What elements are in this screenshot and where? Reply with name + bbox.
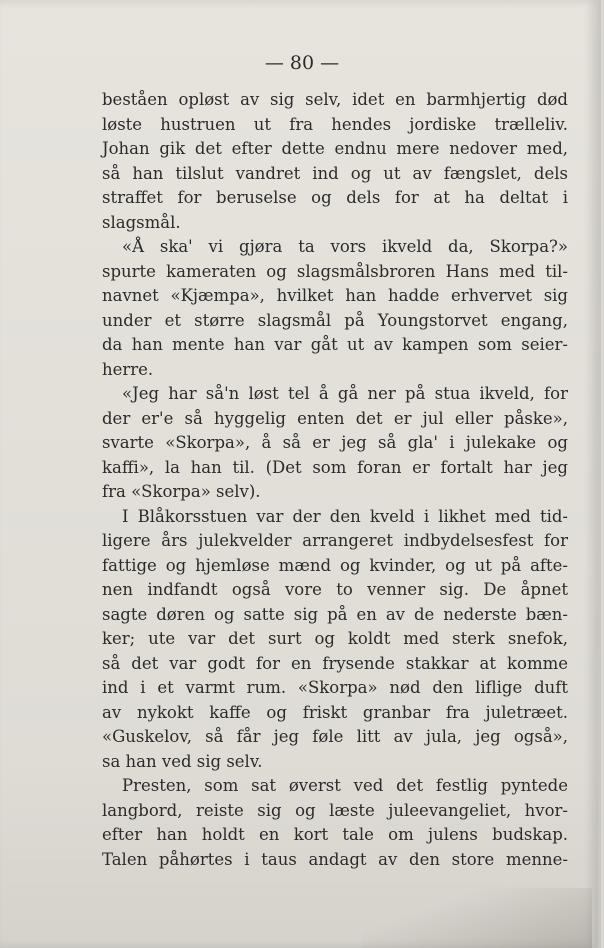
text-line: langbord, reiste sig og læste juleevangeliet, hvor- xyxy=(102,800,568,820)
text-line: der er'e så hyggelig enten det er jul eller påske», xyxy=(102,408,568,428)
text-line: under et større slagsmål på Youngstorvet engang, xyxy=(102,310,568,330)
text-line: Talen påhørtes i taus andagt av den store menne- xyxy=(102,849,568,869)
text-line: så han tilslut vandret ind og ut av fængslet, dels xyxy=(102,163,568,183)
text-line: sa han ved sig selv. xyxy=(102,751,263,771)
text-line: efter han holdt en kort tale om julens budskap. xyxy=(102,825,568,844)
text-line: «Å ska' vi gjøra ta vors ikveld da, Skorpa?» xyxy=(122,237,568,256)
text-line: av nykokt kaffe og friskt granbar fra juletræet. xyxy=(102,702,568,722)
text-line: «Jeg har så'n løst tel å gå ner på stua ikveld, for xyxy=(122,384,568,403)
text-line: kaffi», la han til. (Det som foran er fortalt har jeg xyxy=(102,457,568,477)
text-line: straffet for beruselse og dels for at ha deltat i xyxy=(102,188,568,207)
text-line: Johan gik det efter dette endnu mere nedover med, xyxy=(102,139,568,158)
page-fold-shadow xyxy=(362,888,592,948)
text-line: nen indfandt også vore to venner sig. De åpnet xyxy=(102,580,568,599)
text-line: beståen opløst av sig selv, idet en barmhjertig død xyxy=(102,90,568,109)
text-line: navnet «Kjæmpa», hvilket han hadde erhvervet sig xyxy=(102,286,568,305)
text-line: spurte kameraten og slagsmålsbroren Hans med til- xyxy=(102,261,568,281)
text-line: løste hustruen ut fra hendes jordiske trælleliv. xyxy=(102,114,568,134)
text-line: da han mente han var gåt ut av kampen som seier- xyxy=(102,335,568,354)
text-line: ind i et varmt rum. «Skorpa» nød den liflige duft xyxy=(102,678,568,697)
text-line: slagsmål. xyxy=(102,212,181,232)
text-line: så det var godt for en frysende stakkar at komme xyxy=(102,653,568,673)
text-line: svarte «Skorpa», å så er jeg så gla' i julekake og xyxy=(102,433,568,452)
text-line: «Guskelov, så får jeg føle litt av jula, jeg også», xyxy=(102,727,568,746)
text-line: herre. xyxy=(102,359,154,379)
text-line: fra «Skorpa» selv). xyxy=(102,482,261,501)
text-line: ker; ute var det surt og koldt med sterk snefok, xyxy=(102,629,568,648)
text-line: sagte døren og satte sig på en av de nederste bæn- xyxy=(102,604,568,624)
body-text xyxy=(102,88,568,872)
page-number: — 80 — xyxy=(264,52,340,74)
text-line: fattige og hjemløse mænd og kvinder, og ut på afte- xyxy=(102,555,568,575)
text-line: ligere års julekvelder arrangeret indbydelsesfest for xyxy=(102,531,568,550)
text-line: Presten, som sat øverst ved det festlig pyntede xyxy=(122,776,568,795)
text-line: I Blåkorsstuen var der den kveld i likhet med tid- xyxy=(122,506,568,526)
